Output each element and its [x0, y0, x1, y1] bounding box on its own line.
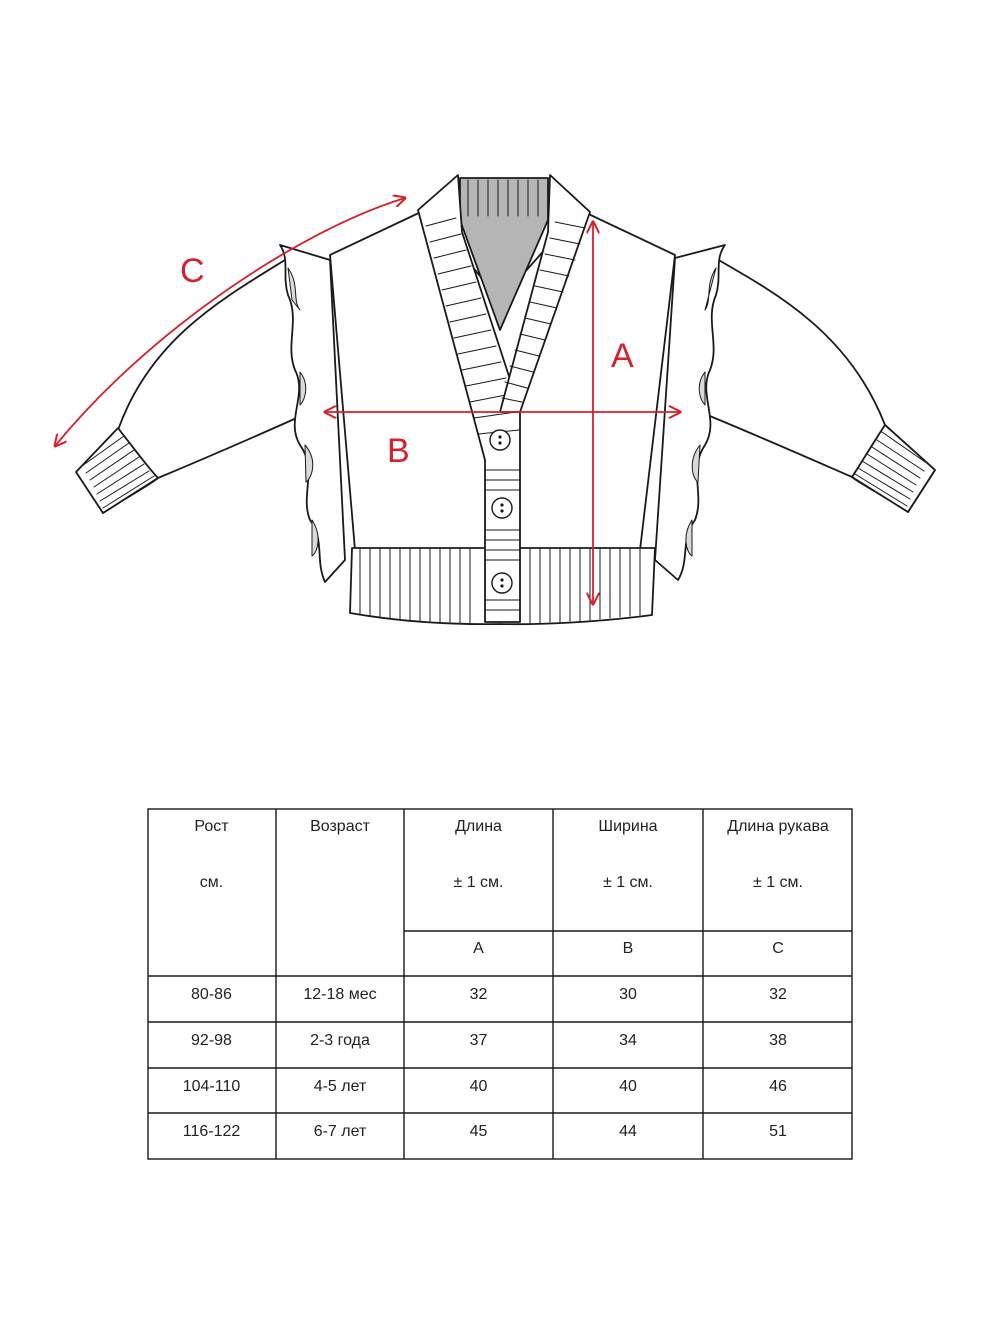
row-4-age: 6-7 лет — [313, 1123, 367, 1140]
subheader-b: B — [622, 940, 634, 957]
row-3-length: 40 — [469, 1078, 488, 1095]
header-sleeve — [703, 818, 853, 892]
button-1 — [490, 430, 510, 450]
row-1-length: 32 — [469, 986, 488, 1003]
button-3 — [492, 573, 512, 593]
label-a: A — [611, 337, 634, 375]
header-age — [276, 818, 404, 836]
header-height-unit: см. — [199, 874, 224, 891]
row-4-height: 116-122 — [182, 1123, 241, 1140]
button-2 — [492, 498, 512, 518]
row-2-length: 37 — [469, 1032, 488, 1049]
header-sleeve-title: Длина рукава — [727, 818, 829, 835]
header-height — [147, 818, 276, 892]
subheader-a: A — [473, 940, 484, 957]
row-4-width: 44 — [619, 1123, 637, 1140]
row-3-sleeve: 46 — [769, 1078, 787, 1095]
row-4-length: 45 — [469, 1123, 488, 1140]
row-3-age: 4-5 лет — [313, 1078, 367, 1095]
row-1-age: 12-18 мес — [303, 986, 377, 1003]
row-1-height: 80-86 — [191, 986, 232, 1003]
header-width — [553, 818, 703, 892]
row-2-age: 2-3 года — [310, 1032, 370, 1049]
header-height-title: Рост — [194, 818, 229, 835]
row-3-width: 40 — [619, 1078, 637, 1095]
header-length — [404, 818, 553, 892]
header-age-title: Возраст — [310, 818, 370, 835]
header-sleeve-tolerance: ± 1 см. — [752, 874, 803, 891]
row-2-width: 34 — [619, 1032, 637, 1049]
label-b: B — [387, 432, 410, 470]
cardigan-outline — [76, 175, 935, 624]
row-2-sleeve: 38 — [769, 1032, 787, 1049]
row-3-height: 104-110 — [182, 1078, 241, 1095]
header-length-tolerance: ± 1 см. — [453, 874, 504, 891]
header-length-title: Длина — [455, 818, 502, 835]
row-4-sleeve: 51 — [769, 1123, 787, 1140]
row-1-sleeve: 32 — [769, 986, 787, 1003]
header-width-title: Ширина — [598, 818, 658, 835]
row-1-width: 30 — [619, 986, 637, 1003]
row-2-height: 92-98 — [191, 1032, 232, 1049]
label-c: C — [180, 252, 205, 290]
size-table — [147, 808, 853, 1160]
subheader-c: C — [772, 940, 784, 957]
header-width-tolerance: ± 1 см. — [602, 874, 653, 891]
